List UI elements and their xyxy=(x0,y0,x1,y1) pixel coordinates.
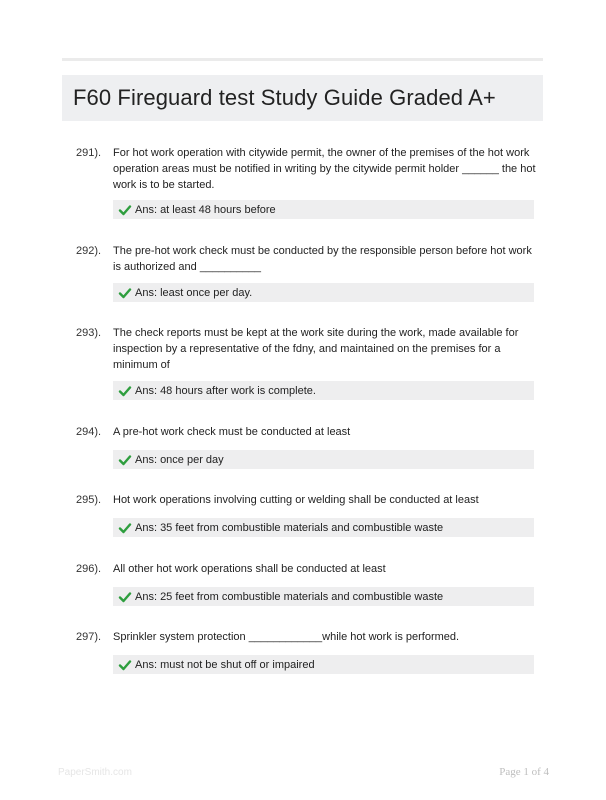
answer-text: Ans: 25 feet from combustible materials and combustible waste xyxy=(135,590,444,603)
question-number: 295). xyxy=(76,494,102,506)
answer-text: Ans: 35 feet from combustible materials and combustible waste xyxy=(135,521,444,534)
answer-box xyxy=(113,450,534,469)
answer-box xyxy=(113,587,534,606)
question-text: Sprinkler system protection ____________while hot work is performed. xyxy=(113,631,460,643)
check-icon xyxy=(118,658,132,672)
check-icon xyxy=(118,521,132,535)
page-indicator: Page 1 of 4 xyxy=(499,766,549,778)
check-icon xyxy=(118,384,132,398)
question-number: 294). xyxy=(76,426,102,438)
check-icon xyxy=(118,590,132,604)
answer-box xyxy=(113,518,534,537)
question-number: 296). xyxy=(76,563,102,575)
answer-text: Ans: at least 48 hours before xyxy=(135,203,276,216)
question-text: All other hot work operations shall be conducted at least xyxy=(113,563,386,575)
question-number: 293). xyxy=(76,327,102,339)
answer-box xyxy=(113,200,534,219)
top-divider xyxy=(62,58,543,61)
question-number: 291). xyxy=(76,147,102,159)
check-icon xyxy=(118,286,132,300)
answer-box xyxy=(113,283,534,302)
answer-text: Ans: least once per day. xyxy=(135,286,253,299)
question-text: Hot work operations involving cutting or welding shall be conducted at least xyxy=(113,494,479,506)
answer-box xyxy=(113,381,534,400)
answer-text: Ans: must not be shut off or impaired xyxy=(135,658,315,671)
question-text: A pre-hot work check must be conducted at least xyxy=(113,426,351,438)
check-icon xyxy=(118,453,132,467)
answer-text: Ans: 48 hours after work is complete. xyxy=(135,384,316,397)
answer-text: Ans: once per day xyxy=(135,453,224,466)
question-text: The check reports must be kept at the work site during the work, made available for inspection by a representative of the fdny, and maintained on the premises for a minimum of xyxy=(113,327,519,371)
question-number: 297). xyxy=(76,631,102,643)
answer-box xyxy=(113,655,534,674)
watermark-text: PaperSmith.com xyxy=(58,767,132,778)
question-number: 292). xyxy=(76,245,102,257)
question-text: For hot work operation with citywide permit, the owner of the premises of the hot work operation areas must be notified in writing by the citywide permit holder ______ the hot work is to be started. xyxy=(113,147,536,191)
check-icon xyxy=(118,203,132,217)
title-band xyxy=(62,75,543,121)
page-title: F60 Fireguard test Study Guide Graded A+ xyxy=(73,85,496,110)
question-text: The pre-hot work check must be conducted by the responsible person before hot work is authorized and __________ xyxy=(113,245,532,273)
